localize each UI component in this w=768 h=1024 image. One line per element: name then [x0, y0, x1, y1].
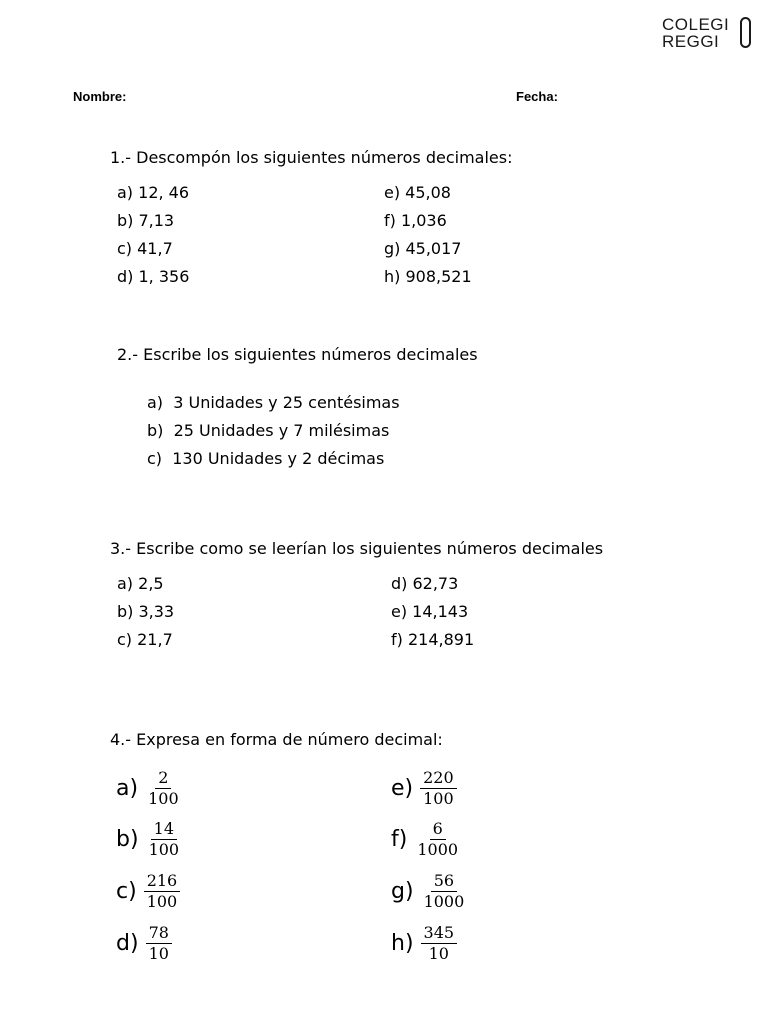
q4-label-e: e)	[391, 775, 414, 801]
fraction-denominator: 100	[146, 891, 178, 911]
q4-label-c: c)	[116, 878, 137, 904]
q4-item-a	[116, 763, 182, 813]
fraction-numerator: 345	[421, 923, 458, 944]
q4-label-b: b)	[116, 826, 139, 852]
q1-item-e: e) 45,08	[384, 183, 451, 202]
q2-item-b: b) 25 Unidades y 7 milésimas	[147, 421, 390, 440]
q3-item-e: e) 14,143	[391, 602, 469, 621]
fraction-numerator: 6	[430, 819, 446, 840]
q3-item-c: c) 21,7	[117, 630, 173, 649]
q1-item-g: g) 45,017	[384, 239, 462, 258]
question-2-title: 2.- Escribe los siguientes números decimales	[117, 345, 478, 364]
question-3-title: 3.- Escribe como se leerían los siguientes números decimales	[110, 539, 604, 558]
fraction	[144, 871, 181, 912]
q3-item-a: a) 2,5	[117, 574, 164, 593]
fraction	[146, 923, 172, 964]
fraction-denominator: 100	[148, 788, 179, 808]
fraction-denominator: 100	[148, 839, 180, 859]
q4-label-h: h)	[391, 930, 414, 956]
q1-item-b: b) 7,13	[117, 211, 175, 230]
fraction-numerator: 14	[151, 819, 177, 840]
q1-item-f: f) 1,036	[384, 211, 447, 230]
q2-item-a: a) 3 Unidades y 25 centésimas	[147, 393, 400, 412]
fraction-numerator: 56	[431, 871, 457, 892]
q4-label-d: d)	[116, 930, 139, 956]
fraction-denominator: 1000	[423, 891, 465, 911]
q4-label-g: g)	[391, 878, 414, 904]
q3-item-f: f) 214,891	[391, 630, 475, 649]
q1-item-d: d) 1, 356	[117, 267, 190, 286]
question-1-title: 1.- Descompón los siguientes números decimales:	[110, 148, 513, 167]
q4-item-h	[391, 918, 457, 968]
school-logo	[662, 16, 754, 54]
fraction	[420, 768, 457, 809]
q4-label-a: a)	[116, 775, 139, 801]
q4-item-e	[391, 763, 457, 813]
q4-item-b	[116, 814, 182, 864]
q4-item-f	[391, 814, 461, 864]
fraction	[414, 819, 461, 860]
fraction-denominator: 100	[423, 788, 454, 808]
fraction	[421, 871, 468, 912]
fraction	[421, 923, 458, 964]
q4-item-g	[391, 866, 467, 916]
q4-item-d	[116, 918, 172, 968]
question-4-title: 4.- Expresa en forma de número decimal:	[110, 730, 443, 749]
q4-item-c	[116, 866, 180, 916]
fraction-numerator: 216	[144, 871, 181, 892]
logo-text-line1: COLEGI	[662, 15, 730, 34]
name-label: Nombre:	[73, 89, 127, 104]
q3-item-b: b) 3,33	[117, 602, 175, 621]
fraction-denominator: 1000	[417, 839, 459, 859]
date-label: Fecha:	[516, 89, 558, 104]
q2-item-c: c) 130 Unidades y 2 décimas	[147, 449, 385, 468]
logo-mark-icon	[740, 17, 751, 48]
fraction-denominator: 10	[428, 943, 449, 963]
q3-item-d: d) 62,73	[391, 574, 459, 593]
fraction-numerator: 2	[155, 768, 171, 789]
fraction	[146, 819, 183, 860]
q1-item-c: c) 41,7	[117, 239, 173, 258]
fraction-denominator: 10	[148, 943, 169, 963]
fraction-numerator: 220	[420, 768, 457, 789]
fraction-numerator: 78	[146, 923, 172, 944]
q1-item-h: h) 908,521	[384, 267, 472, 286]
q1-item-a: a) 12, 46	[117, 183, 190, 202]
q4-label-f: f)	[391, 826, 408, 852]
fraction	[145, 768, 182, 809]
logo-text-line2: REGGI	[662, 32, 720, 51]
